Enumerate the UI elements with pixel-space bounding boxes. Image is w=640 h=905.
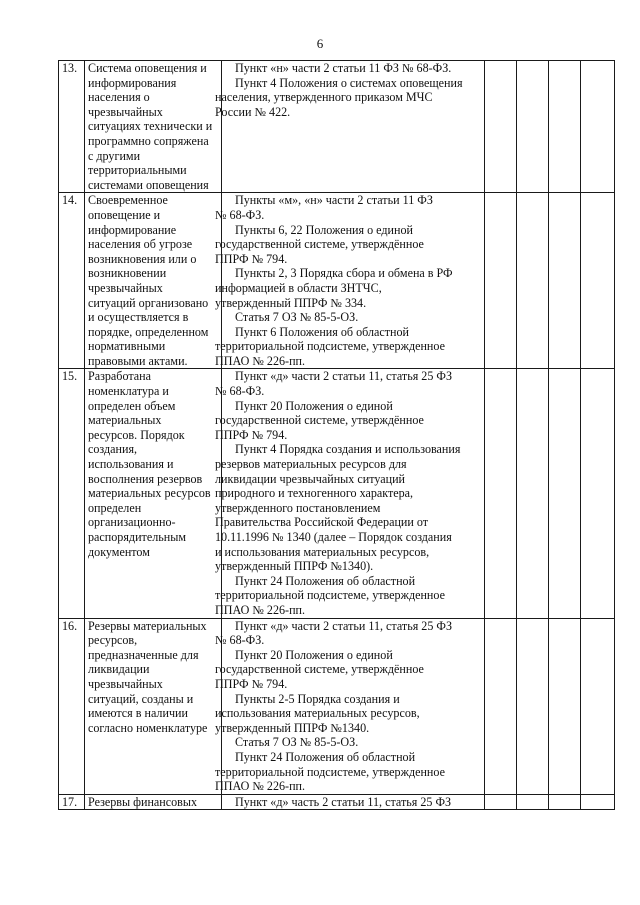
legal-reference-paragraph	[215, 573, 481, 618]
table-row	[59, 618, 615, 794]
requirement-line: нормативными	[88, 339, 166, 354]
requirement-cell	[85, 618, 222, 794]
legal-reference-paragraph	[225, 61, 481, 76]
requirement-line: восполнения резервов	[88, 471, 203, 486]
empty-check-cell	[485, 61, 517, 193]
requirement-line: и осуществляется в	[88, 310, 189, 325]
requirement-line: населения об угрозе	[88, 237, 193, 252]
empty-check-cell	[581, 61, 615, 193]
legal-reference-paragraph	[225, 795, 481, 810]
legal-reference-line: Пункт «д» часть 2 статьи 11, статья 25 ФЗ	[235, 794, 452, 809]
requirement-line: правовыми актами.	[88, 353, 188, 368]
legal-reference-line: Пункт 20 Положения о единой	[235, 398, 393, 413]
legal-reference-cell	[215, 369, 485, 618]
empty-check-cell	[581, 794, 615, 810]
requirement-line: ресурсов. Порядок	[88, 427, 185, 442]
legal-reference-line: ППАО № 226-пп.	[215, 779, 306, 794]
legal-reference-line: территориальной подсистеме, утвержденное	[215, 588, 445, 603]
requirement-line: Разработана	[88, 369, 151, 384]
empty-check-cell	[517, 618, 549, 794]
requirement-line: материальных	[88, 413, 162, 428]
legal-reference-line: населения, утвержденного приказом МЧС	[215, 90, 433, 105]
row-number: 16.	[59, 618, 85, 794]
legal-reference-paragraph	[215, 398, 481, 443]
requirement-line: системами оповещения	[88, 177, 209, 192]
requirement-line: согласно номенклатуре	[88, 720, 208, 735]
legal-reference-line: ликвидации чрезвычайных ситуаций	[215, 471, 406, 486]
legal-reference-paragraph	[215, 266, 481, 310]
empty-check-cell	[581, 618, 615, 794]
empty-check-cell	[581, 369, 615, 618]
legal-reference-line: ППРФ № 794.	[215, 251, 288, 266]
legal-reference-line: Статья 7 ОЗ № 85-5-ОЗ.	[235, 310, 359, 325]
legal-reference-line: и использования материальных ресурсов,	[215, 544, 430, 559]
requirement-line: ситуациях технически и	[88, 119, 213, 134]
legal-reference-line: Пункт 20 Положения о единой	[235, 647, 393, 662]
requirement-line: организационно-	[88, 515, 176, 530]
legal-reference-line: утвержденный ППРФ №1340).	[215, 559, 374, 574]
legal-reference-line: государственной системе, утверждённое	[215, 237, 424, 252]
requirement-line: населения о	[88, 90, 150, 105]
page-number: 6	[316, 36, 324, 51]
legal-reference-line: природного и техногенного характера,	[215, 486, 414, 501]
legal-reference-line: государственной системе, утверждённое	[215, 413, 424, 428]
requirement-cell	[85, 61, 222, 193]
checklist-table	[58, 60, 615, 810]
legal-reference-line: резервов материальных ресурсов для	[215, 457, 407, 472]
legal-reference-paragraph	[215, 749, 481, 794]
legal-reference-line: утвержденный ППРФ №1340.	[215, 720, 370, 735]
legal-reference-cell	[215, 193, 485, 369]
legal-reference-line: Пункт 6 Положения об областной	[235, 324, 410, 339]
legal-reference-paragraph	[215, 222, 481, 267]
legal-reference-line: Пункты 2, 3 Порядка сбора и обмена в РФ	[235, 266, 453, 281]
empty-check-cell	[485, 618, 517, 794]
legal-reference-line: утвержденный ППРФ № 334.	[215, 295, 367, 310]
legal-reference-line: Пункты 2-5 Порядка создания и	[235, 691, 400, 706]
legal-reference-line: Пункты «м», «н» части 2 статьи 11 ФЗ	[235, 193, 433, 208]
legal-reference-line: Пункт «н» части 2 статьи 11 ФЗ № 68-ФЗ.	[235, 61, 452, 75]
empty-check-cell	[517, 794, 549, 810]
legal-reference-line: Пункт 24 Положения об областной	[235, 573, 416, 588]
requirement-line: Система оповещения и	[88, 61, 207, 75]
empty-check-cell	[549, 618, 581, 794]
empty-check-cell	[517, 193, 549, 369]
empty-check-cell	[549, 794, 581, 810]
requirement-cell	[85, 794, 222, 810]
requirement-line: ситуаций организовано	[88, 295, 209, 310]
table-row	[59, 193, 615, 369]
empty-check-cell	[549, 61, 581, 193]
requirement-line: создания,	[88, 442, 138, 457]
empty-check-cell	[485, 193, 517, 369]
legal-reference-paragraph	[215, 618, 481, 648]
table-row	[59, 369, 615, 618]
requirement-line: возникновения или о	[88, 251, 197, 266]
legal-reference-line: государственной системе, утверждённое	[215, 662, 424, 677]
requirement-line: с другими	[88, 148, 141, 163]
legal-reference-paragraph	[215, 369, 481, 399]
requirement-line: использования и	[88, 457, 174, 472]
empty-check-cell	[517, 369, 549, 618]
requirement-line: имеются в наличии	[88, 706, 188, 721]
requirement-line: документом	[88, 544, 150, 559]
legal-reference-line: ППРФ № 794.	[215, 427, 288, 442]
requirement-line: Резервы материальных	[88, 618, 207, 633]
row-number: 13.	[59, 61, 85, 193]
requirement-line: информирования	[88, 75, 177, 90]
legal-reference-line: информацией в области ЗНТЧС,	[215, 280, 382, 295]
legal-reference-line: ППАО № 226-пп.	[215, 353, 306, 368]
requirement-line: порядке, определенном	[88, 324, 209, 339]
requirement-line: ликвидации	[88, 662, 150, 677]
legal-reference-line: Пункт «д» части 2 статьи 11, статья 25 ФЗ	[235, 618, 453, 633]
requirement-line: возникновении	[88, 266, 167, 281]
legal-reference-line: Пункт 24 Положения об областной	[235, 749, 416, 764]
legal-reference-cell	[215, 61, 485, 193]
requirement-line: Своевременное	[88, 193, 168, 208]
legal-reference-line: Статья 7 ОЗ № 85-5-ОЗ.	[235, 735, 359, 750]
requirement-line: чрезвычайных	[88, 104, 163, 119]
legal-reference-paragraph	[215, 75, 481, 120]
legal-reference-line: № 68-ФЗ.	[215, 384, 265, 399]
legal-reference-line: ППАО № 226-пп.	[215, 602, 306, 617]
requirement-line: предназначенные для	[88, 647, 199, 662]
legal-reference-cell	[215, 618, 485, 794]
row-number: 15.	[59, 369, 85, 618]
legal-reference-paragraph	[215, 193, 481, 222]
empty-check-cell	[549, 369, 581, 618]
requirement-line: определен	[88, 500, 142, 515]
legal-reference-line: утвержденного постановлением	[215, 500, 381, 515]
legal-reference-line: № 68-ФЗ.	[215, 633, 265, 648]
table-row	[59, 61, 615, 193]
requirement-cell	[85, 193, 222, 369]
requirement-line: оповещение и	[88, 207, 161, 222]
requirement-line: Резервы финансовых	[88, 794, 198, 809]
requirement-line: чрезвычайных	[88, 676, 163, 691]
empty-check-cell	[485, 369, 517, 618]
legal-reference-line: ППРФ № 794.	[215, 676, 288, 691]
legal-reference-line: России № 422.	[215, 104, 291, 119]
legal-reference-paragraph	[215, 442, 481, 574]
requirement-line: распорядительным	[88, 530, 186, 544]
legal-reference-line: 10.11.1996 № 1340 (далее – Порядок создания	[215, 530, 452, 544]
empty-check-cell	[517, 61, 549, 193]
legal-reference-line: территориальной подсистеме, утвержденное	[215, 764, 445, 779]
requirement-line: ресурсов,	[88, 633, 138, 648]
requirement-line: программно сопряжена	[88, 133, 209, 148]
legal-reference-line: Правительства Российской Федерации от	[215, 515, 429, 530]
requirement-line: чрезвычайных	[88, 280, 163, 295]
legal-reference-line: Пункт 4 Положения о системах оповещения	[235, 75, 463, 90]
legal-reference-paragraph	[225, 310, 481, 325]
requirement-cell	[85, 369, 222, 618]
legal-reference-cell	[222, 794, 485, 810]
empty-check-cell	[581, 193, 615, 369]
requirement-line: территориальными	[88, 163, 187, 178]
legal-reference-paragraph	[215, 691, 481, 736]
row-number: 14.	[59, 193, 85, 369]
table-row	[59, 794, 615, 810]
legal-reference-line: Пункт «д» части 2 статьи 11, статья 25 ФЗ	[235, 369, 453, 384]
legal-reference-line: использования материальных ресурсов,	[215, 706, 420, 721]
legal-reference-line: № 68-ФЗ.	[215, 207, 265, 222]
requirement-line: определен объем	[88, 398, 176, 413]
requirement-line: номенклатура и	[88, 384, 169, 399]
requirement-line: материальных ресурсов	[88, 486, 211, 501]
legal-reference-paragraph	[225, 735, 481, 750]
legal-reference-line: Пункты 6, 22 Положения о единой	[235, 222, 414, 237]
row-number: 17.	[59, 794, 85, 810]
requirement-line: информирование	[88, 222, 177, 237]
requirement-line: ситуаций, созданы и	[88, 691, 194, 706]
legal-reference-line: Пункт 4 Порядка создания и использования	[235, 442, 461, 457]
legal-reference-paragraph	[215, 647, 481, 692]
empty-check-cell	[549, 193, 581, 369]
legal-reference-paragraph	[215, 324, 481, 369]
empty-check-cell	[485, 794, 517, 810]
legal-reference-line: территориальной подсистеме, утвержденное	[215, 339, 445, 354]
